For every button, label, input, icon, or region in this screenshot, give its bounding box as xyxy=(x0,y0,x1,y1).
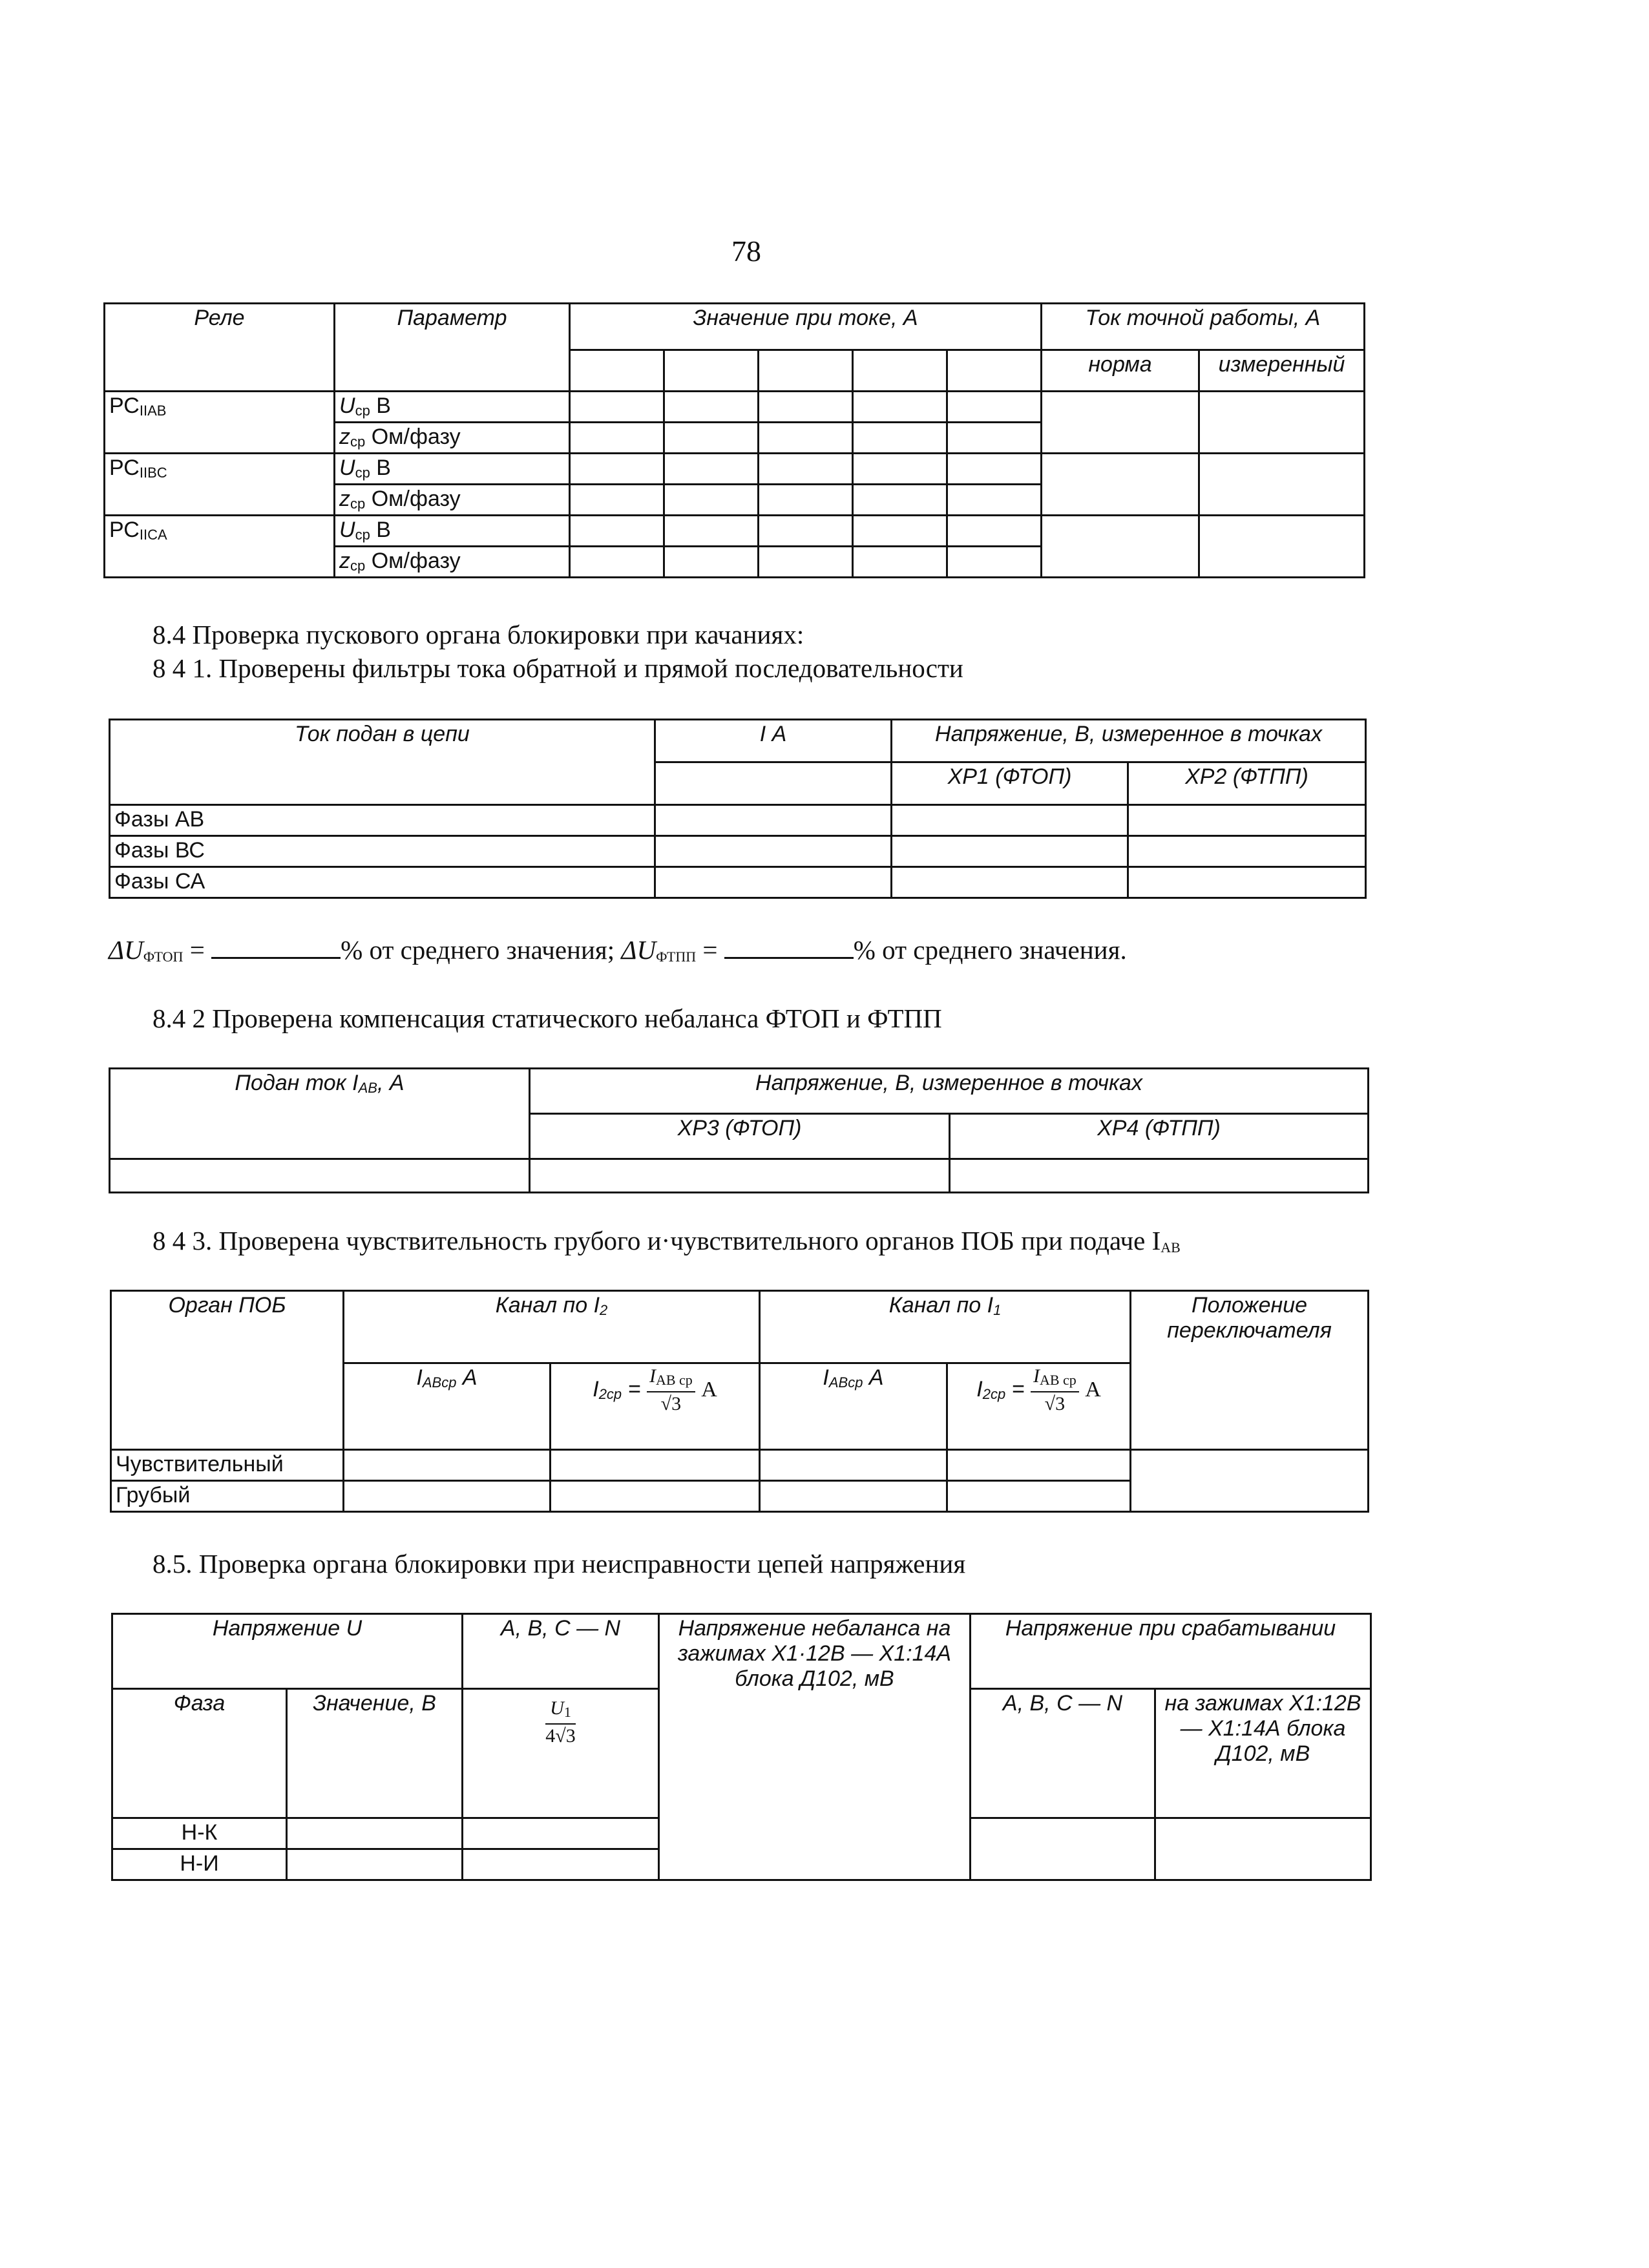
current-cell xyxy=(570,350,664,392)
current-cell xyxy=(664,350,759,392)
header-measured: измеренный xyxy=(1199,350,1365,392)
header-voltage-u: Напряжение U xyxy=(112,1614,463,1689)
param-z: zср Ом/фазу xyxy=(335,547,570,578)
measured-cell xyxy=(1199,516,1365,578)
section-8-4-heading: 8.4 Проверка пускового органа блокировки при качаниях: xyxy=(152,620,804,649)
norm-cell xyxy=(1042,454,1199,516)
header-relay: Реле xyxy=(105,304,335,392)
header-xp1: ХР1 (ФТОП) xyxy=(892,762,1128,805)
header-phase: Фаза xyxy=(112,1689,287,1818)
header-xp2: ХР2 (ФТПП) xyxy=(1128,762,1366,805)
header-channel-i1: Канал по I1 xyxy=(760,1291,1131,1363)
section-8-5-heading: 8.5. Проверка органа блокировки при неисправности цепей напряжения xyxy=(152,1549,966,1579)
sensitivity-table xyxy=(110,1290,1369,1513)
fraction: $\frac{U1}{4√3}$ xyxy=(545,1697,576,1747)
table-row xyxy=(110,867,1366,898)
table-row xyxy=(105,516,1365,547)
organ-label: Грубый xyxy=(111,1481,344,1512)
param-z: zср Ом/фазу xyxy=(335,485,570,516)
fraction: $\frac{\text{IАВ ср}}{√3}$ xyxy=(1031,1365,1079,1416)
phase-label: Н-К xyxy=(112,1818,287,1849)
header-trip-voltage: Напряжение при срабатывании xyxy=(971,1614,1371,1689)
table-row xyxy=(110,836,1366,867)
delta-voltage-line: ΔUФТОП = % от среднего значения; ΔUФТПП = % от среднего значения. xyxy=(109,935,1127,965)
header-values-at-current: Значение при токе, А xyxy=(570,304,1042,350)
param-z: zср Ом/фазу xyxy=(335,423,570,454)
header-precise-current: Ток точной работы, А xyxy=(1042,304,1365,350)
header-value: Значение, В xyxy=(287,1689,463,1818)
relay-table xyxy=(103,302,1365,578)
relay-name: РСIIAB xyxy=(105,392,335,454)
section-8-4-3-heading: 8 4 3. Проверена чувствительность грубого и·чувствительного органов ПОБ при подаче IАВ xyxy=(152,1226,1181,1255)
header-parameter: Параметр xyxy=(335,304,570,392)
header-terminals: на зажимах Х1:12В — Х1:14А блока Д102, мВ xyxy=(1155,1689,1371,1818)
param-u: Uср В xyxy=(335,454,570,485)
header-channel-i2: Канал по I2 xyxy=(344,1291,760,1363)
current-cell xyxy=(853,350,947,392)
voltage-fault-table xyxy=(111,1613,1372,1881)
header-current-circuit: Ток подан в цепи xyxy=(110,720,655,805)
header-iab: IАВср А xyxy=(344,1363,551,1450)
norm-cell xyxy=(1042,516,1199,578)
table-row xyxy=(110,1159,1369,1193)
phase-label: Фазы АВ xyxy=(110,805,655,836)
table-row xyxy=(110,805,1366,836)
measured-cell xyxy=(1199,454,1365,516)
header-voltage-points: Напряжение, В, измеренное в точках xyxy=(530,1069,1369,1114)
organ-label: Чувствительный xyxy=(111,1450,344,1481)
header-i2-formula: I2ср = $\frac{\text{IАВ ср}}{√3}$ А xyxy=(551,1363,760,1450)
relay-name: РСIICA xyxy=(105,516,335,578)
phase-label: Н-И xyxy=(112,1849,287,1880)
table-row xyxy=(105,392,1365,423)
unbalance-table xyxy=(109,1067,1369,1193)
header-unbalance-voltage: Напряжение небаланса на зажимах Х1·12В — Х1:14А блока Д102, мВ xyxy=(659,1614,971,1880)
section-8-4-2-heading: 8.4 2 Проверена компенсация статического небаланса ФТОП и ФТПП xyxy=(152,1003,942,1033)
header-organ: Орган ПОБ xyxy=(111,1291,344,1450)
section-8-4-1-heading: 8 4 1. Проверены фильтры тока обратной и прямой последовательности xyxy=(152,653,963,683)
page-number: 78 xyxy=(731,235,761,268)
header-u-formula xyxy=(463,1689,659,1818)
header-iab: IАВср А xyxy=(760,1363,947,1450)
param-u: Uср В xyxy=(335,392,570,423)
header-switch-position: Положение переключателя xyxy=(1131,1291,1369,1450)
table-row xyxy=(105,454,1365,485)
blank-field xyxy=(211,936,341,959)
norm-cell xyxy=(1042,392,1199,454)
param-u: Uср В xyxy=(335,516,570,547)
header-applied-current: Подан ток IАВ, А xyxy=(110,1069,530,1159)
header-norm: норма xyxy=(1042,350,1199,392)
header-xp4: ХР4 (ФТПП) xyxy=(950,1114,1369,1159)
header-xp3: ХР3 (ФТОП) xyxy=(530,1114,950,1159)
phase-label: Фазы СА xyxy=(110,867,655,898)
blank-field xyxy=(724,936,854,959)
header-voltage-points: Напряжение, В, измеренное в точках xyxy=(892,720,1366,762)
header-i2-formula: I2ср = $\frac{\text{IАВ ср}}{√3}$ А xyxy=(947,1363,1131,1450)
measured-cell xyxy=(1199,392,1365,454)
relay-name: РСIIBC xyxy=(105,454,335,516)
table-row xyxy=(111,1450,1369,1481)
current-cell xyxy=(947,350,1042,392)
current-cell xyxy=(759,350,853,392)
phase-label: Фазы ВС xyxy=(110,836,655,867)
filter-table xyxy=(109,719,1367,899)
header-current: I А xyxy=(655,720,892,762)
header-abcn: А, В, С — N xyxy=(463,1614,659,1689)
header-abcn-trip: А, В, С — N xyxy=(971,1689,1155,1818)
fraction: $\frac{\text{IАВ ср}}{√3}$ xyxy=(647,1365,695,1416)
